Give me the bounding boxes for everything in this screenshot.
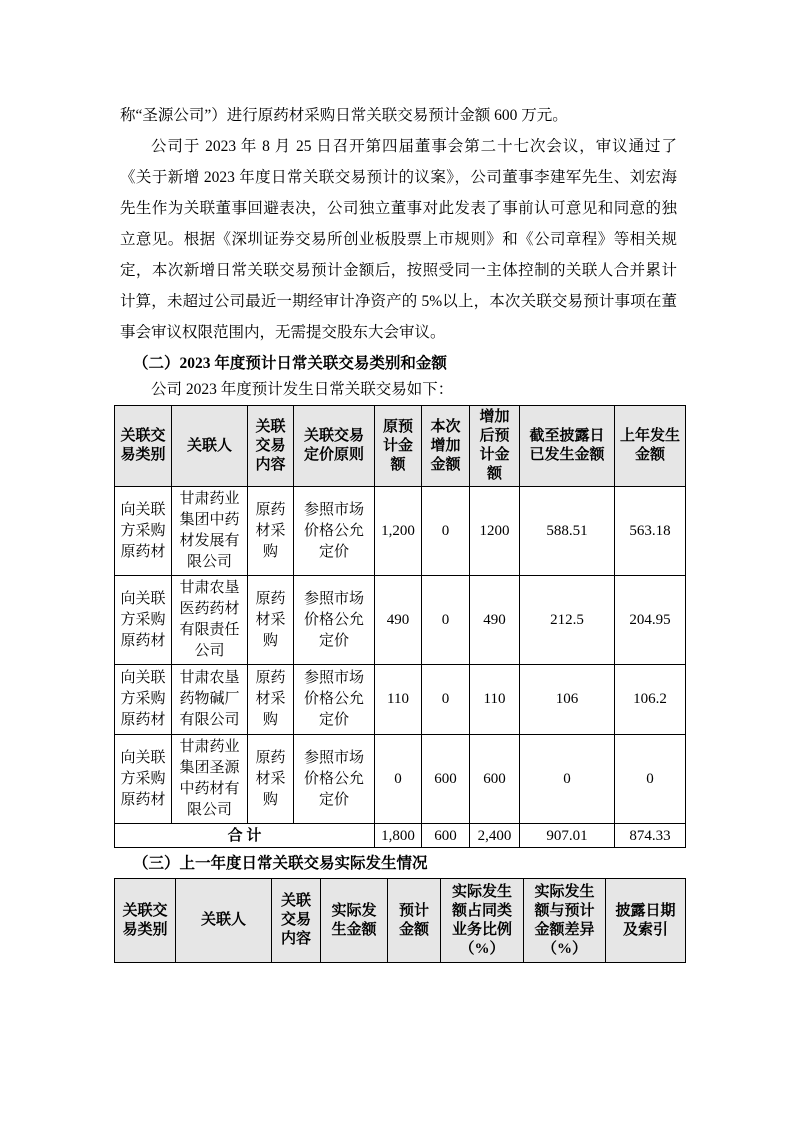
table2-header-expected-amount: 预计金额	[388, 879, 441, 963]
table-cell: 原药材采购	[248, 576, 294, 665]
table2-header-actual-amount: 实际发生金额	[321, 879, 388, 963]
table1-header-category: 关联交易类别	[115, 406, 172, 487]
table-cell: 110	[470, 665, 520, 735]
heading-section-2: （二）2023 年度预计日常关联交易类别和金额	[133, 355, 447, 372]
table-cell: 204.95	[615, 576, 686, 665]
table-cell: 600	[470, 735, 520, 824]
table-cell: 向关联方采购原药材	[115, 665, 172, 735]
table1-header-after-amount: 增加后预计金额	[470, 406, 520, 487]
total-label: 合 计	[115, 824, 375, 848]
table2-header-ratio: 实际发生额占同类业务比例（%）	[441, 879, 524, 963]
previous-year-transactions-table	[114, 878, 686, 963]
table-cell: 0	[422, 576, 470, 665]
table-row	[115, 735, 686, 824]
table2-header-content: 关联交易内容	[272, 879, 321, 963]
table-cell: 212.5	[520, 576, 615, 665]
table1-intro: 公司 2023 年度预计发生日常关联交易如下：	[151, 381, 454, 398]
table-cell: 106.2	[615, 665, 686, 735]
table1-header-row	[115, 406, 686, 487]
total-cell: 2,400	[470, 824, 520, 848]
table1-header-pricing: 关联交易定价原则	[294, 406, 375, 487]
table-cell: 588.51	[520, 487, 615, 576]
table2-header-related-party: 关联人	[176, 879, 272, 963]
table1-header-content: 关联交易内容	[248, 406, 294, 487]
total-cell: 600	[422, 824, 470, 848]
paragraph-continuation: 称“圣源公司”）进行原药材采购日常关联交易预计金额 600 万元。	[120, 107, 568, 124]
table2-header-variance: 实际发生额与预计金额差异（%）	[524, 879, 606, 963]
table-cell: 600	[422, 735, 470, 824]
table-cell: 向关联方采购原药材	[115, 576, 172, 665]
table-cell: 0	[615, 735, 686, 824]
table-cell: 甘肃农垦药物碱厂有限公司	[172, 665, 248, 735]
table-cell: 参照市场价格公允定价	[294, 487, 375, 576]
total-cell: 874.33	[615, 824, 686, 848]
table-row	[115, 487, 686, 576]
table-cell: 1,200	[375, 487, 422, 576]
table-cell: 参照市场价格公允定价	[294, 735, 375, 824]
table-cell: 原药材采购	[248, 665, 294, 735]
paragraph-board-resolution: 公司于 2023 年 8 月 25 日召开第四届董事会第二十七次会议，审议通过了《关于新增 2023 年度日常关联交易预计的议案》，公司董事李建军先生、刘宏海先生作为关联董事回避表决，公司独立董事对此发表了事前认可意见和同意的独立意见。根据《深圳证券交易所创业板股票上市规则》和《公司章程》等相关规定，本次新增日常关联交易预计金额后，按照受同一主体控制的关联人合并累计计算，未超过公司最近一期经审计净资产的 5%以上，本次关联交易预计事项在董事会审议权限范围内，无需提交股东大会审议。	[120, 138, 677, 341]
table-cell: 向关联方采购原药材	[115, 487, 172, 576]
table-cell: 参照市场价格公允定价	[294, 665, 375, 735]
table2-header-row	[115, 879, 686, 963]
table-cell: 甘肃药业集团圣源中药材有限公司	[172, 735, 248, 824]
table-cell: 110	[375, 665, 422, 735]
table2-header-category: 关联交易类别	[115, 879, 176, 963]
table2-header-disclosure: 披露日期及索引	[606, 879, 686, 963]
table-cell: 原药材采购	[248, 735, 294, 824]
table1-header-related-party: 关联人	[172, 406, 248, 487]
table-cell: 甘肃药业集团中药材发展有限公司	[172, 487, 248, 576]
table-cell: 1200	[470, 487, 520, 576]
table1-header-original-amount: 原预计金额	[375, 406, 422, 487]
total-cell: 907.01	[520, 824, 615, 848]
table1-header-added-amount: 本次增加金额	[422, 406, 470, 487]
table-row	[115, 576, 686, 665]
table-cell: 甘肃农垦医药药材有限责任公司	[172, 576, 248, 665]
table-cell: 0	[422, 665, 470, 735]
table-cell: 0	[375, 735, 422, 824]
table-cell: 563.18	[615, 487, 686, 576]
table-cell: 0	[422, 487, 470, 576]
table-cell: 490	[375, 576, 422, 665]
table-cell: 原药材采购	[248, 487, 294, 576]
table-cell: 106	[520, 665, 615, 735]
table-cell: 参照市场价格公允定价	[294, 576, 375, 665]
total-cell: 1,800	[375, 824, 422, 848]
heading-section-3: （三）上一年度日常关联交易实际发生情况	[133, 855, 428, 872]
table1-header-prior-year-amount: 上年发生金额	[615, 406, 686, 487]
table-row	[115, 665, 686, 735]
table1-total-row	[115, 824, 686, 848]
table1-header-incurred-amount: 截至披露日已发生金额	[520, 406, 615, 487]
table-cell: 0	[520, 735, 615, 824]
table-cell: 向关联方采购原药材	[115, 735, 172, 824]
expected-transactions-table	[114, 405, 686, 848]
table-cell: 490	[470, 576, 520, 665]
